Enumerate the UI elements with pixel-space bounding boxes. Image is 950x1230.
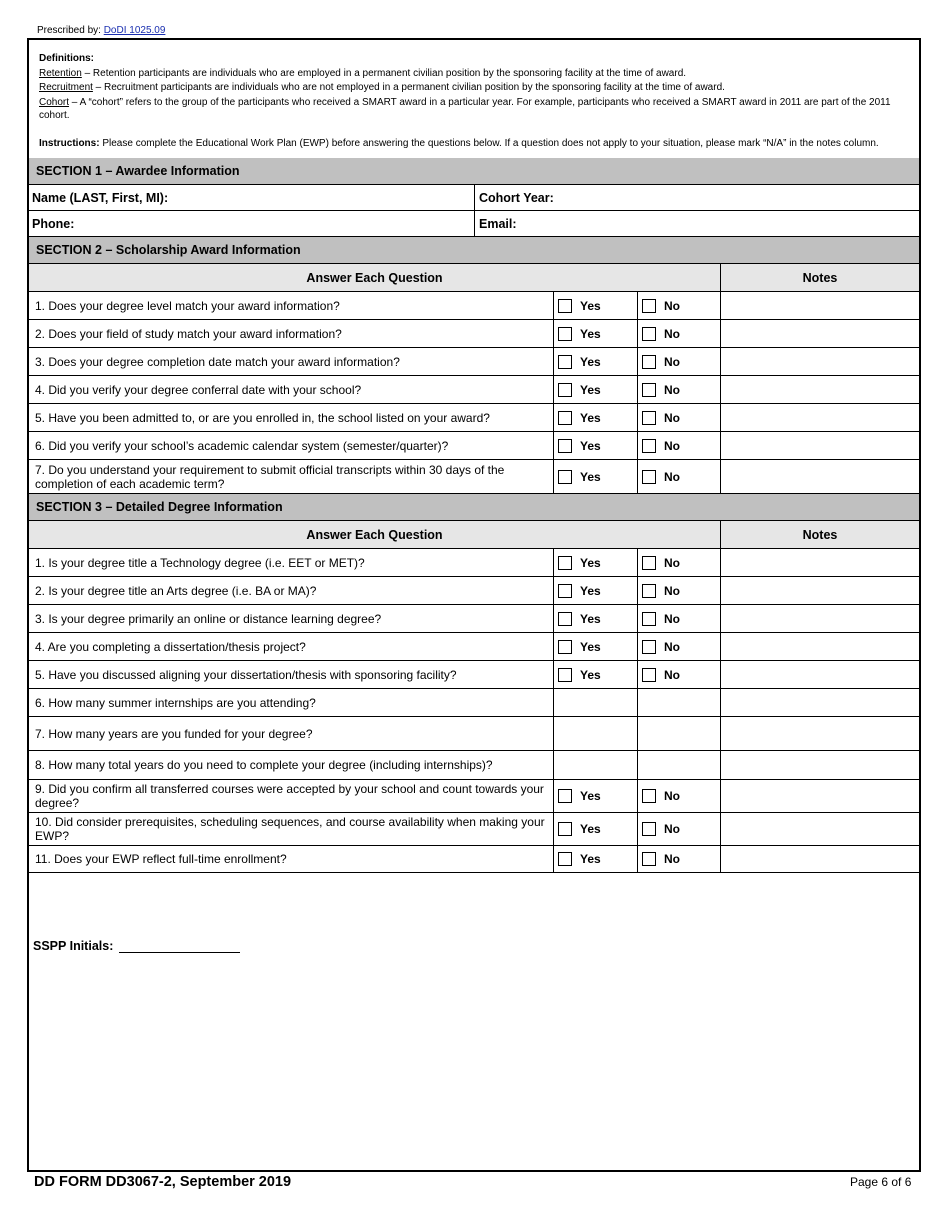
no-cell[interactable] bbox=[638, 432, 721, 459]
question-text: 10. Did consider prerequisites, scheduling sequences, and course availability when making your EWP? bbox=[29, 813, 554, 845]
page-number: Page 6 of 6 bbox=[850, 1175, 912, 1189]
section3-notes-header: Notes bbox=[802, 527, 838, 542]
yes-checkbox[interactable] bbox=[558, 612, 572, 626]
no-cell[interactable] bbox=[638, 348, 721, 375]
no-label: No bbox=[664, 326, 680, 341]
table-row bbox=[29, 717, 919, 751]
yes-cell[interactable] bbox=[554, 813, 638, 845]
no-checkbox[interactable] bbox=[642, 355, 656, 369]
no-checkbox[interactable] bbox=[642, 411, 656, 425]
question-text: 2. Does your field of study match your award information? bbox=[29, 320, 554, 347]
no-cell[interactable] bbox=[638, 605, 721, 632]
no-checkbox[interactable] bbox=[642, 470, 656, 484]
question-text: 4. Are you completing a dissertation/thesis project? bbox=[29, 633, 554, 660]
question-text: 11. Does your EWP reflect full-time enrollment? bbox=[29, 846, 554, 872]
def-term-cohort: Cohort bbox=[39, 96, 70, 108]
section1-row-phone bbox=[29, 211, 919, 237]
no-label: No bbox=[664, 822, 680, 836]
yes-label: Yes bbox=[580, 326, 601, 341]
form-frame bbox=[27, 38, 921, 1172]
no-checkbox[interactable] bbox=[642, 439, 656, 453]
form-id: DD FORM DD3067-2, September 2019 bbox=[34, 1174, 292, 1190]
question-text: 3. Does your degree completion date match your award information? bbox=[29, 348, 554, 375]
no-cell bbox=[638, 689, 721, 716]
yes-cell bbox=[554, 751, 638, 779]
notes-cell[interactable] bbox=[721, 689, 919, 716]
email-label: Email: bbox=[479, 216, 517, 231]
notes-cell[interactable] bbox=[721, 549, 919, 576]
yes-checkbox[interactable] bbox=[558, 556, 572, 570]
yes-checkbox[interactable] bbox=[558, 327, 572, 341]
no-cell bbox=[638, 751, 721, 779]
yes-checkbox[interactable] bbox=[558, 822, 572, 836]
definitions-block bbox=[39, 52, 915, 151]
yes-checkbox[interactable] bbox=[558, 470, 572, 484]
notes-cell[interactable] bbox=[721, 432, 919, 459]
no-cell[interactable] bbox=[638, 460, 721, 493]
yes-label: Yes bbox=[580, 611, 601, 626]
no-checkbox[interactable] bbox=[642, 640, 656, 654]
name-field[interactable] bbox=[29, 185, 475, 210]
no-label: No bbox=[664, 555, 680, 570]
yes-label: Yes bbox=[580, 852, 601, 866]
table-row bbox=[29, 432, 919, 460]
notes-cell[interactable] bbox=[721, 320, 919, 347]
notes-cell[interactable] bbox=[721, 404, 919, 431]
no-label: No bbox=[664, 298, 680, 313]
no-cell[interactable] bbox=[638, 549, 721, 576]
yes-label: Yes bbox=[580, 822, 601, 836]
notes-cell[interactable] bbox=[721, 633, 919, 660]
no-label: No bbox=[664, 583, 680, 598]
question-text: 9. Did you confirm all transferred courses were accepted by your school and count towards your degree? bbox=[29, 780, 554, 812]
question-text: 7. Do you understand your requirement to submit official transcripts within 30 days of the completion of each academic term? bbox=[29, 460, 554, 493]
yes-label: Yes bbox=[580, 354, 601, 369]
no-checkbox[interactable] bbox=[642, 668, 656, 682]
yes-cell[interactable] bbox=[554, 460, 638, 493]
dodi-link[interactable]: DoDI 1025.09 bbox=[103, 25, 166, 36]
notes-cell[interactable] bbox=[721, 846, 919, 872]
yes-label: Yes bbox=[580, 667, 601, 682]
yes-checkbox[interactable] bbox=[558, 668, 572, 682]
no-checkbox[interactable] bbox=[642, 584, 656, 598]
table-row bbox=[29, 605, 919, 633]
table-row bbox=[29, 320, 919, 348]
prescribed-by bbox=[37, 25, 165, 36]
yes-checkbox[interactable] bbox=[558, 355, 572, 369]
section1-header: SECTION 1 – Awardee Information bbox=[29, 158, 919, 185]
section3-column-header bbox=[29, 521, 919, 549]
no-cell[interactable] bbox=[638, 661, 721, 688]
no-cell[interactable] bbox=[638, 846, 721, 872]
cohort-year-field[interactable] bbox=[475, 185, 919, 210]
question-text: 4. Did you verify your degree conferral date with your school? bbox=[29, 376, 554, 403]
yes-checkbox[interactable] bbox=[558, 640, 572, 654]
no-checkbox[interactable] bbox=[642, 789, 656, 803]
no-checkbox[interactable] bbox=[642, 612, 656, 626]
table-row bbox=[29, 813, 919, 846]
question-text: 3. Is your degree primarily an online or distance learning degree? bbox=[29, 605, 554, 632]
table-row bbox=[29, 460, 919, 494]
yes-label: Yes bbox=[580, 469, 601, 484]
email-field[interactable] bbox=[475, 211, 919, 236]
no-checkbox[interactable] bbox=[642, 822, 656, 836]
yes-cell[interactable] bbox=[554, 846, 638, 872]
yes-cell[interactable] bbox=[554, 577, 638, 604]
no-checkbox[interactable] bbox=[642, 852, 656, 866]
no-cell[interactable] bbox=[638, 404, 721, 431]
table-row bbox=[29, 577, 919, 605]
no-label: No bbox=[664, 382, 680, 397]
section3-rows bbox=[29, 549, 919, 873]
section2-header: SECTION 2 – Scholarship Award Information bbox=[29, 237, 919, 264]
yes-checkbox[interactable] bbox=[558, 299, 572, 313]
yes-cell[interactable] bbox=[554, 661, 638, 688]
def-term-recruitment: Recruitment bbox=[39, 82, 93, 93]
notes-cell[interactable] bbox=[721, 292, 919, 319]
cohort-year-label: Cohort Year: bbox=[479, 190, 554, 205]
table-row bbox=[29, 846, 919, 873]
section2-rows bbox=[29, 292, 919, 494]
section2-question-header: Answer Each Question bbox=[29, 264, 721, 291]
yes-checkbox[interactable] bbox=[558, 383, 572, 397]
table-row bbox=[29, 661, 919, 689]
yes-cell[interactable] bbox=[554, 348, 638, 375]
notes-cell[interactable] bbox=[721, 460, 919, 493]
table-row bbox=[29, 404, 919, 432]
form-grid bbox=[29, 158, 919, 873]
yes-label: Yes bbox=[580, 639, 601, 654]
prescribed-label: Prescribed by: bbox=[37, 25, 101, 36]
yes-label: Yes bbox=[580, 298, 601, 313]
instructions-text: Please complete the Educational Work Plan (EWP) before answering the questions below. If a question does not apply to your situation, please mark “N/A” in the notes column. bbox=[99, 137, 879, 149]
yes-cell[interactable] bbox=[554, 432, 638, 459]
question-text: 6. How many summer internships are you attending? bbox=[29, 689, 554, 716]
no-cell[interactable] bbox=[638, 577, 721, 604]
table-row bbox=[29, 689, 919, 717]
yes-checkbox[interactable] bbox=[558, 439, 572, 453]
notes-cell[interactable] bbox=[721, 376, 919, 403]
question-text: 8. How many total years do you need to complete your degree (including internships)? bbox=[29, 751, 554, 779]
section2-notes-header: Notes bbox=[802, 270, 838, 285]
table-row bbox=[29, 376, 919, 404]
sspp-initials-line[interactable] bbox=[119, 938, 240, 953]
notes-cell[interactable] bbox=[721, 813, 919, 845]
table-row bbox=[29, 780, 919, 813]
yes-checkbox[interactable] bbox=[558, 789, 572, 803]
notes-cell[interactable] bbox=[721, 577, 919, 604]
table-row bbox=[29, 292, 919, 320]
no-checkbox[interactable] bbox=[642, 299, 656, 313]
yes-cell[interactable] bbox=[554, 292, 638, 319]
table-row bbox=[29, 633, 919, 661]
no-label: No bbox=[664, 469, 680, 484]
definitions-title: Definitions: bbox=[39, 53, 94, 64]
name-label: Name (LAST, First, MI): bbox=[32, 190, 169, 205]
no-cell bbox=[638, 717, 721, 750]
yes-cell[interactable] bbox=[554, 633, 638, 660]
no-checkbox[interactable] bbox=[642, 327, 656, 341]
yes-label: Yes bbox=[580, 382, 601, 397]
yes-cell[interactable] bbox=[554, 320, 638, 347]
def-text-recruitment: – Recruitment participants are individuals who are not employed in a permanent civilian position by the sponsoring facility at the time of award. bbox=[92, 82, 725, 93]
section1-row-name bbox=[29, 185, 919, 211]
yes-checkbox[interactable] bbox=[558, 411, 572, 425]
table-row bbox=[29, 549, 919, 577]
no-label: No bbox=[664, 410, 680, 425]
notes-cell[interactable] bbox=[721, 717, 919, 750]
notes-cell[interactable] bbox=[721, 751, 919, 779]
yes-cell[interactable] bbox=[554, 376, 638, 403]
yes-label: Yes bbox=[580, 438, 601, 453]
yes-cell[interactable] bbox=[554, 605, 638, 632]
yes-cell bbox=[554, 717, 638, 750]
question-text: 6. Did you verify your school’s academic calendar system (semester/quarter)? bbox=[29, 432, 554, 459]
yes-label: Yes bbox=[580, 410, 601, 425]
yes-cell[interactable] bbox=[554, 404, 638, 431]
yes-checkbox[interactable] bbox=[558, 584, 572, 598]
question-text: 1. Does your degree level match your award information? bbox=[29, 292, 554, 319]
section3-header: SECTION 3 – Detailed Degree Information bbox=[29, 494, 919, 521]
no-label: No bbox=[664, 354, 680, 369]
question-text: 1. Is your degree title a Technology degree (i.e. EET or MET)? bbox=[29, 549, 554, 576]
table-row bbox=[29, 751, 919, 780]
no-label: No bbox=[664, 438, 680, 453]
no-label: No bbox=[664, 639, 680, 654]
yes-label: Yes bbox=[580, 789, 601, 803]
no-checkbox[interactable] bbox=[642, 556, 656, 570]
notes-cell[interactable] bbox=[721, 780, 919, 812]
no-label: No bbox=[664, 667, 680, 682]
yes-label: Yes bbox=[580, 583, 601, 598]
notes-cell[interactable] bbox=[721, 348, 919, 375]
notes-cell[interactable] bbox=[721, 605, 919, 632]
yes-label: Yes bbox=[580, 555, 601, 570]
question-text: 5. Have you discussed aligning your dissertation/thesis with sponsoring facility? bbox=[29, 661, 554, 688]
phone-field[interactable] bbox=[29, 211, 475, 236]
no-label: No bbox=[664, 789, 680, 803]
no-checkbox[interactable] bbox=[642, 383, 656, 397]
no-cell[interactable] bbox=[638, 320, 721, 347]
sspp-initials-label: SSPP Initials: bbox=[33, 939, 114, 953]
no-label: No bbox=[664, 611, 680, 626]
question-text: 7. How many years are you funded for your degree? bbox=[29, 717, 554, 750]
no-label: No bbox=[664, 852, 680, 866]
no-cell[interactable] bbox=[638, 376, 721, 403]
question-text: 2. Is your degree title an Arts degree (i.e. BA or MA)? bbox=[29, 577, 554, 604]
def-term-retention: Retention bbox=[39, 67, 82, 79]
no-cell[interactable] bbox=[638, 292, 721, 319]
section3-question-header: Answer Each Question bbox=[29, 521, 721, 548]
yes-cell[interactable] bbox=[554, 549, 638, 576]
def-text-cohort: – A “cohort” refers to the group of the participants who received a SMART award in a particular year. For example, participants who received a SMART award in 2011 are part of the 2011 cohort. bbox=[39, 96, 891, 121]
question-text: 5. Have you been admitted to, or are you enrolled in, the school listed on your award? bbox=[29, 404, 554, 431]
yes-checkbox[interactable] bbox=[558, 852, 572, 866]
no-cell[interactable] bbox=[638, 780, 721, 812]
section2-column-header bbox=[29, 264, 919, 292]
notes-cell[interactable] bbox=[721, 661, 919, 688]
no-cell[interactable] bbox=[638, 813, 721, 845]
yes-cell[interactable] bbox=[554, 780, 638, 812]
phone-label: Phone: bbox=[32, 216, 75, 231]
def-text-retention: – Retention participants are individuals who are employed in a permanent civilian position by the sponsoring facility at the time of award. bbox=[81, 67, 687, 79]
yes-cell bbox=[554, 689, 638, 716]
table-row bbox=[29, 348, 919, 376]
instructions-label: Instructions: bbox=[39, 137, 100, 149]
sspp-initials bbox=[33, 938, 240, 953]
no-cell[interactable] bbox=[638, 633, 721, 660]
